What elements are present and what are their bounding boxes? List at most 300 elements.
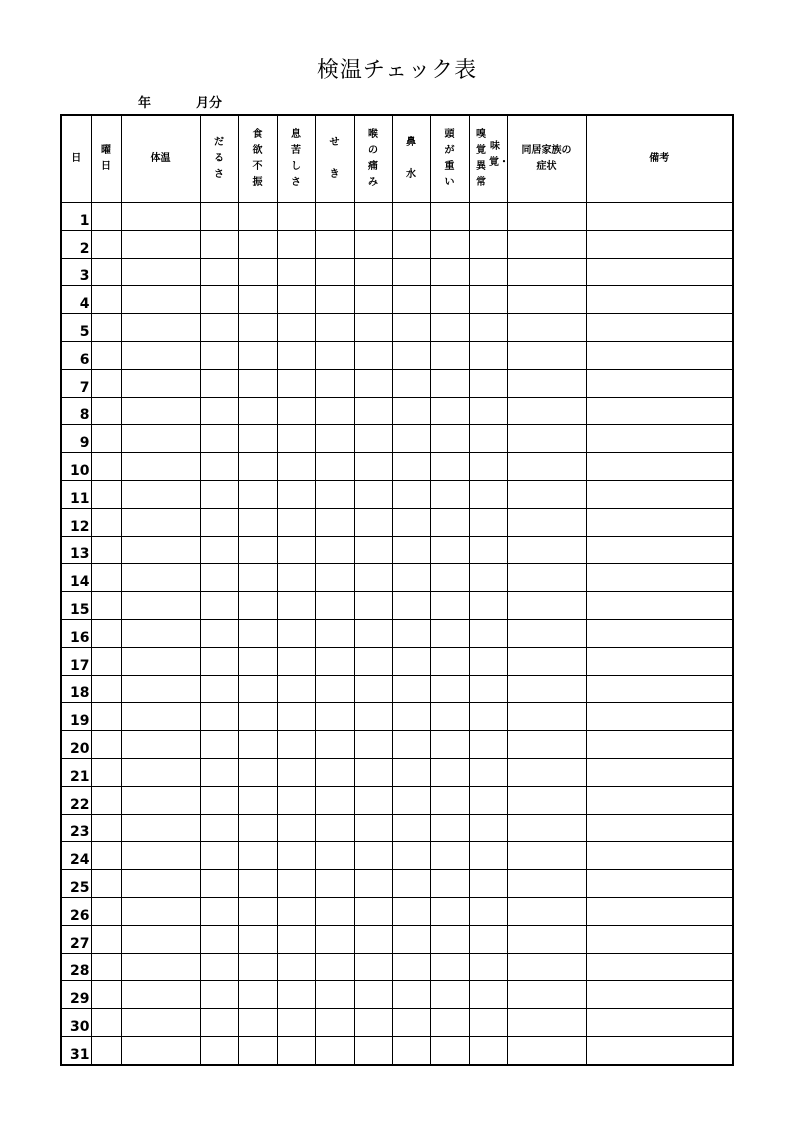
entry-cell[interactable] bbox=[121, 675, 200, 703]
entry-cell[interactable] bbox=[586, 981, 733, 1009]
entry-cell[interactable] bbox=[315, 619, 354, 647]
entry-cell[interactable] bbox=[430, 731, 469, 759]
entry-cell[interactable] bbox=[507, 925, 586, 953]
entry-cell[interactable] bbox=[91, 397, 121, 425]
entry-cell[interactable] bbox=[277, 453, 315, 481]
entry-cell[interactable] bbox=[507, 758, 586, 786]
entry-cell[interactable] bbox=[315, 564, 354, 592]
entry-cell[interactable] bbox=[277, 314, 315, 342]
entry-cell[interactable] bbox=[469, 647, 507, 675]
entry-cell[interactable] bbox=[469, 314, 507, 342]
entry-cell[interactable] bbox=[430, 230, 469, 258]
entry-cell[interactable] bbox=[392, 230, 430, 258]
entry-cell[interactable] bbox=[469, 425, 507, 453]
entry-cell[interactable] bbox=[121, 564, 200, 592]
entry-cell[interactable] bbox=[392, 1036, 430, 1064]
entry-cell[interactable] bbox=[315, 925, 354, 953]
entry-cell[interactable] bbox=[507, 1009, 586, 1037]
entry-cell[interactable] bbox=[121, 258, 200, 286]
entry-cell[interactable] bbox=[91, 703, 121, 731]
entry-cell[interactable] bbox=[91, 1036, 121, 1064]
entry-cell[interactable] bbox=[392, 786, 430, 814]
entry-cell[interactable] bbox=[238, 953, 277, 981]
entry-cell[interactable] bbox=[586, 341, 733, 369]
entry-cell[interactable] bbox=[238, 731, 277, 759]
entry-cell[interactable] bbox=[430, 508, 469, 536]
entry-cell[interactable] bbox=[586, 230, 733, 258]
entry-cell[interactable] bbox=[200, 230, 238, 258]
entry-cell[interactable] bbox=[430, 286, 469, 314]
entry-cell[interactable] bbox=[91, 203, 121, 231]
entry-cell[interactable] bbox=[354, 897, 392, 925]
entry-cell[interactable] bbox=[91, 897, 121, 925]
entry-cell[interactable] bbox=[200, 1009, 238, 1037]
entry-cell[interactable] bbox=[315, 369, 354, 397]
entry-cell[interactable] bbox=[430, 981, 469, 1009]
entry-cell[interactable] bbox=[277, 286, 315, 314]
entry-cell[interactable] bbox=[277, 536, 315, 564]
entry-cell[interactable] bbox=[315, 425, 354, 453]
entry-cell[interactable] bbox=[354, 1036, 392, 1064]
entry-cell[interactable] bbox=[277, 731, 315, 759]
entry-cell[interactable] bbox=[354, 508, 392, 536]
entry-cell[interactable] bbox=[469, 508, 507, 536]
entry-cell[interactable] bbox=[121, 981, 200, 1009]
entry-cell[interactable] bbox=[91, 981, 121, 1009]
entry-cell[interactable] bbox=[200, 758, 238, 786]
entry-cell[interactable] bbox=[121, 925, 200, 953]
entry-cell[interactable] bbox=[354, 953, 392, 981]
entry-cell[interactable] bbox=[121, 536, 200, 564]
entry-cell[interactable] bbox=[430, 453, 469, 481]
entry-cell[interactable] bbox=[507, 731, 586, 759]
entry-cell[interactable] bbox=[238, 341, 277, 369]
entry-cell[interactable] bbox=[507, 536, 586, 564]
entry-cell[interactable] bbox=[200, 397, 238, 425]
entry-cell[interactable] bbox=[392, 453, 430, 481]
entry-cell[interactable] bbox=[430, 1036, 469, 1064]
entry-cell[interactable] bbox=[277, 870, 315, 898]
entry-cell[interactable] bbox=[121, 731, 200, 759]
entry-cell[interactable] bbox=[586, 314, 733, 342]
entry-cell[interactable] bbox=[277, 564, 315, 592]
entry-cell[interactable] bbox=[315, 314, 354, 342]
entry-cell[interactable] bbox=[200, 203, 238, 231]
entry-cell[interactable] bbox=[315, 480, 354, 508]
entry-cell[interactable] bbox=[430, 397, 469, 425]
entry-cell[interactable] bbox=[238, 703, 277, 731]
entry-cell[interactable] bbox=[586, 564, 733, 592]
entry-cell[interactable] bbox=[121, 203, 200, 231]
entry-cell[interactable] bbox=[392, 814, 430, 842]
entry-cell[interactable] bbox=[121, 397, 200, 425]
entry-cell[interactable] bbox=[430, 703, 469, 731]
entry-cell[interactable] bbox=[238, 619, 277, 647]
entry-cell[interactable] bbox=[200, 981, 238, 1009]
entry-cell[interactable] bbox=[121, 703, 200, 731]
entry-cell[interactable] bbox=[430, 675, 469, 703]
entry-cell[interactable] bbox=[200, 786, 238, 814]
entry-cell[interactable] bbox=[507, 870, 586, 898]
entry-cell[interactable] bbox=[277, 369, 315, 397]
entry-cell[interactable] bbox=[586, 953, 733, 981]
entry-cell[interactable] bbox=[586, 647, 733, 675]
entry-cell[interactable] bbox=[430, 870, 469, 898]
entry-cell[interactable] bbox=[277, 897, 315, 925]
entry-cell[interactable] bbox=[354, 814, 392, 842]
entry-cell[interactable] bbox=[238, 286, 277, 314]
entry-cell[interactable] bbox=[200, 703, 238, 731]
entry-cell[interactable] bbox=[238, 897, 277, 925]
entry-cell[interactable] bbox=[469, 619, 507, 647]
entry-cell[interactable] bbox=[200, 870, 238, 898]
entry-cell[interactable] bbox=[507, 369, 586, 397]
entry-cell[interactable] bbox=[200, 1036, 238, 1064]
entry-cell[interactable] bbox=[277, 925, 315, 953]
entry-cell[interactable] bbox=[91, 758, 121, 786]
entry-cell[interactable] bbox=[200, 814, 238, 842]
entry-cell[interactable] bbox=[507, 786, 586, 814]
entry-cell[interactable] bbox=[430, 536, 469, 564]
entry-cell[interactable] bbox=[91, 870, 121, 898]
entry-cell[interactable] bbox=[430, 369, 469, 397]
entry-cell[interactable] bbox=[91, 953, 121, 981]
entry-cell[interactable] bbox=[469, 842, 507, 870]
entry-cell[interactable] bbox=[315, 258, 354, 286]
entry-cell[interactable] bbox=[586, 703, 733, 731]
entry-cell[interactable] bbox=[200, 675, 238, 703]
entry-cell[interactable] bbox=[354, 286, 392, 314]
entry-cell[interactable] bbox=[315, 897, 354, 925]
entry-cell[interactable] bbox=[430, 647, 469, 675]
entry-cell[interactable] bbox=[238, 842, 277, 870]
entry-cell[interactable] bbox=[121, 425, 200, 453]
entry-cell[interactable] bbox=[238, 536, 277, 564]
entry-cell[interactable] bbox=[430, 897, 469, 925]
entry-cell[interactable] bbox=[277, 1009, 315, 1037]
entry-cell[interactable] bbox=[354, 647, 392, 675]
entry-cell[interactable] bbox=[507, 897, 586, 925]
entry-cell[interactable] bbox=[392, 897, 430, 925]
entry-cell[interactable] bbox=[392, 758, 430, 786]
entry-cell[interactable] bbox=[430, 786, 469, 814]
entry-cell[interactable] bbox=[392, 480, 430, 508]
entry-cell[interactable] bbox=[200, 897, 238, 925]
entry-cell[interactable] bbox=[121, 286, 200, 314]
entry-cell[interactable] bbox=[469, 258, 507, 286]
entry-cell[interactable] bbox=[354, 703, 392, 731]
entry-cell[interactable] bbox=[200, 564, 238, 592]
entry-cell[interactable] bbox=[121, 1036, 200, 1064]
entry-cell[interactable] bbox=[392, 870, 430, 898]
entry-cell[interactable] bbox=[430, 564, 469, 592]
entry-cell[interactable] bbox=[121, 341, 200, 369]
entry-cell[interactable] bbox=[315, 203, 354, 231]
entry-cell[interactable] bbox=[121, 453, 200, 481]
entry-cell[interactable] bbox=[507, 1036, 586, 1064]
entry-cell[interactable] bbox=[392, 592, 430, 620]
entry-cell[interactable] bbox=[507, 647, 586, 675]
entry-cell[interactable] bbox=[469, 1009, 507, 1037]
entry-cell[interactable] bbox=[507, 230, 586, 258]
entry-cell[interactable] bbox=[238, 1036, 277, 1064]
entry-cell[interactable] bbox=[315, 230, 354, 258]
entry-cell[interactable] bbox=[507, 953, 586, 981]
entry-cell[interactable] bbox=[586, 675, 733, 703]
entry-cell[interactable] bbox=[277, 814, 315, 842]
entry-cell[interactable] bbox=[430, 592, 469, 620]
entry-cell[interactable] bbox=[277, 953, 315, 981]
entry-cell[interactable] bbox=[200, 842, 238, 870]
entry-cell[interactable] bbox=[238, 786, 277, 814]
entry-cell[interactable] bbox=[238, 564, 277, 592]
entry-cell[interactable] bbox=[430, 258, 469, 286]
entry-cell[interactable] bbox=[238, 425, 277, 453]
entry-cell[interactable] bbox=[507, 675, 586, 703]
entry-cell[interactable] bbox=[315, 731, 354, 759]
entry-cell[interactable] bbox=[586, 1009, 733, 1037]
entry-cell[interactable] bbox=[354, 981, 392, 1009]
entry-cell[interactable] bbox=[507, 592, 586, 620]
entry-cell[interactable] bbox=[354, 536, 392, 564]
entry-cell[interactable] bbox=[392, 619, 430, 647]
entry-cell[interactable] bbox=[469, 870, 507, 898]
entry-cell[interactable] bbox=[469, 536, 507, 564]
entry-cell[interactable] bbox=[121, 480, 200, 508]
entry-cell[interactable] bbox=[238, 314, 277, 342]
entry-cell[interactable] bbox=[91, 675, 121, 703]
entry-cell[interactable] bbox=[507, 703, 586, 731]
entry-cell[interactable] bbox=[277, 619, 315, 647]
entry-cell[interactable] bbox=[507, 286, 586, 314]
entry-cell[interactable] bbox=[507, 480, 586, 508]
entry-cell[interactable] bbox=[392, 341, 430, 369]
entry-cell[interactable] bbox=[91, 341, 121, 369]
entry-cell[interactable] bbox=[200, 425, 238, 453]
entry-cell[interactable] bbox=[507, 564, 586, 592]
entry-cell[interactable] bbox=[121, 870, 200, 898]
entry-cell[interactable] bbox=[200, 592, 238, 620]
entry-cell[interactable] bbox=[430, 953, 469, 981]
entry-cell[interactable] bbox=[430, 1009, 469, 1037]
entry-cell[interactable] bbox=[392, 258, 430, 286]
entry-cell[interactable] bbox=[315, 397, 354, 425]
entry-cell[interactable] bbox=[277, 842, 315, 870]
entry-cell[interactable] bbox=[392, 536, 430, 564]
entry-cell[interactable] bbox=[469, 592, 507, 620]
entry-cell[interactable] bbox=[238, 508, 277, 536]
entry-cell[interactable] bbox=[469, 731, 507, 759]
entry-cell[interactable] bbox=[586, 425, 733, 453]
entry-cell[interactable] bbox=[586, 397, 733, 425]
entry-cell[interactable] bbox=[238, 981, 277, 1009]
entry-cell[interactable] bbox=[469, 397, 507, 425]
entry-cell[interactable] bbox=[315, 953, 354, 981]
entry-cell[interactable] bbox=[586, 369, 733, 397]
entry-cell[interactable] bbox=[238, 925, 277, 953]
entry-cell[interactable] bbox=[121, 814, 200, 842]
entry-cell[interactable] bbox=[315, 286, 354, 314]
entry-cell[interactable] bbox=[277, 786, 315, 814]
entry-cell[interactable] bbox=[277, 981, 315, 1009]
entry-cell[interactable] bbox=[238, 230, 277, 258]
entry-cell[interactable] bbox=[392, 981, 430, 1009]
entry-cell[interactable] bbox=[91, 286, 121, 314]
entry-cell[interactable] bbox=[392, 647, 430, 675]
entry-cell[interactable] bbox=[392, 703, 430, 731]
entry-cell[interactable] bbox=[91, 369, 121, 397]
entry-cell[interactable] bbox=[238, 480, 277, 508]
entry-cell[interactable] bbox=[354, 397, 392, 425]
entry-cell[interactable] bbox=[469, 230, 507, 258]
entry-cell[interactable] bbox=[392, 731, 430, 759]
entry-cell[interactable] bbox=[91, 230, 121, 258]
entry-cell[interactable] bbox=[315, 1036, 354, 1064]
entry-cell[interactable] bbox=[277, 508, 315, 536]
entry-cell[interactable] bbox=[121, 619, 200, 647]
entry-cell[interactable] bbox=[277, 480, 315, 508]
entry-cell[interactable] bbox=[277, 592, 315, 620]
entry-cell[interactable] bbox=[392, 1009, 430, 1037]
entry-cell[interactable] bbox=[315, 592, 354, 620]
entry-cell[interactable] bbox=[238, 203, 277, 231]
entry-cell[interactable] bbox=[238, 369, 277, 397]
entry-cell[interactable] bbox=[392, 425, 430, 453]
entry-cell[interactable] bbox=[91, 925, 121, 953]
entry-cell[interactable] bbox=[121, 230, 200, 258]
entry-cell[interactable] bbox=[200, 369, 238, 397]
entry-cell[interactable] bbox=[277, 703, 315, 731]
entry-cell[interactable] bbox=[586, 925, 733, 953]
entry-cell[interactable] bbox=[586, 480, 733, 508]
entry-cell[interactable] bbox=[200, 953, 238, 981]
entry-cell[interactable] bbox=[354, 230, 392, 258]
entry-cell[interactable] bbox=[238, 814, 277, 842]
entry-cell[interactable] bbox=[469, 953, 507, 981]
entry-cell[interactable] bbox=[200, 341, 238, 369]
entry-cell[interactable] bbox=[315, 758, 354, 786]
entry-cell[interactable] bbox=[430, 341, 469, 369]
entry-cell[interactable] bbox=[392, 564, 430, 592]
entry-cell[interactable] bbox=[121, 758, 200, 786]
entry-cell[interactable] bbox=[392, 925, 430, 953]
entry-cell[interactable] bbox=[507, 619, 586, 647]
entry-cell[interactable] bbox=[586, 870, 733, 898]
entry-cell[interactable] bbox=[315, 981, 354, 1009]
entry-cell[interactable] bbox=[392, 286, 430, 314]
entry-cell[interactable] bbox=[238, 258, 277, 286]
entry-cell[interactable] bbox=[277, 203, 315, 231]
entry-cell[interactable] bbox=[354, 341, 392, 369]
entry-cell[interactable] bbox=[469, 286, 507, 314]
entry-cell[interactable] bbox=[91, 786, 121, 814]
entry-cell[interactable] bbox=[507, 508, 586, 536]
entry-cell[interactable] bbox=[121, 314, 200, 342]
entry-cell[interactable] bbox=[354, 675, 392, 703]
entry-cell[interactable] bbox=[430, 314, 469, 342]
entry-cell[interactable] bbox=[315, 842, 354, 870]
entry-cell[interactable] bbox=[469, 758, 507, 786]
entry-cell[interactable] bbox=[507, 842, 586, 870]
entry-cell[interactable] bbox=[277, 341, 315, 369]
entry-cell[interactable] bbox=[392, 842, 430, 870]
entry-cell[interactable] bbox=[200, 925, 238, 953]
entry-cell[interactable] bbox=[91, 619, 121, 647]
entry-cell[interactable] bbox=[121, 369, 200, 397]
entry-cell[interactable] bbox=[586, 203, 733, 231]
entry-cell[interactable] bbox=[277, 758, 315, 786]
entry-cell[interactable] bbox=[91, 731, 121, 759]
entry-cell[interactable] bbox=[469, 897, 507, 925]
entry-cell[interactable] bbox=[586, 536, 733, 564]
entry-cell[interactable] bbox=[121, 786, 200, 814]
entry-cell[interactable] bbox=[315, 786, 354, 814]
entry-cell[interactable] bbox=[200, 480, 238, 508]
entry-cell[interactable] bbox=[121, 508, 200, 536]
entry-cell[interactable] bbox=[91, 1009, 121, 1037]
entry-cell[interactable] bbox=[354, 925, 392, 953]
entry-cell[interactable] bbox=[507, 425, 586, 453]
entry-cell[interactable] bbox=[200, 258, 238, 286]
entry-cell[interactable] bbox=[469, 564, 507, 592]
entry-cell[interactable] bbox=[430, 925, 469, 953]
entry-cell[interactable] bbox=[277, 258, 315, 286]
entry-cell[interactable] bbox=[469, 453, 507, 481]
entry-cell[interactable] bbox=[91, 564, 121, 592]
entry-cell[interactable] bbox=[200, 286, 238, 314]
entry-cell[interactable] bbox=[315, 870, 354, 898]
entry-cell[interactable] bbox=[354, 842, 392, 870]
entry-cell[interactable] bbox=[392, 369, 430, 397]
entry-cell[interactable] bbox=[507, 453, 586, 481]
entry-cell[interactable] bbox=[200, 536, 238, 564]
entry-cell[interactable] bbox=[121, 1009, 200, 1037]
entry-cell[interactable] bbox=[121, 592, 200, 620]
entry-cell[interactable] bbox=[469, 1036, 507, 1064]
entry-cell[interactable] bbox=[586, 619, 733, 647]
entry-cell[interactable] bbox=[200, 731, 238, 759]
entry-cell[interactable] bbox=[469, 480, 507, 508]
entry-cell[interactable] bbox=[200, 453, 238, 481]
entry-cell[interactable] bbox=[277, 397, 315, 425]
entry-cell[interactable] bbox=[586, 286, 733, 314]
entry-cell[interactable] bbox=[469, 814, 507, 842]
entry-cell[interactable] bbox=[238, 453, 277, 481]
entry-cell[interactable] bbox=[91, 508, 121, 536]
entry-cell[interactable] bbox=[354, 731, 392, 759]
entry-cell[interactable] bbox=[200, 508, 238, 536]
entry-cell[interactable] bbox=[354, 369, 392, 397]
entry-cell[interactable] bbox=[277, 675, 315, 703]
entry-cell[interactable] bbox=[586, 592, 733, 620]
entry-cell[interactable] bbox=[430, 758, 469, 786]
entry-cell[interactable] bbox=[586, 508, 733, 536]
entry-cell[interactable] bbox=[200, 647, 238, 675]
entry-cell[interactable] bbox=[586, 758, 733, 786]
entry-cell[interactable] bbox=[430, 619, 469, 647]
entry-cell[interactable] bbox=[354, 592, 392, 620]
entry-cell[interactable] bbox=[315, 675, 354, 703]
entry-cell[interactable] bbox=[315, 508, 354, 536]
entry-cell[interactable] bbox=[354, 786, 392, 814]
entry-cell[interactable] bbox=[91, 314, 121, 342]
entry-cell[interactable] bbox=[277, 425, 315, 453]
entry-cell[interactable] bbox=[91, 592, 121, 620]
entry-cell[interactable] bbox=[121, 842, 200, 870]
entry-cell[interactable] bbox=[277, 1036, 315, 1064]
entry-cell[interactable] bbox=[586, 814, 733, 842]
entry-cell[interactable] bbox=[91, 814, 121, 842]
